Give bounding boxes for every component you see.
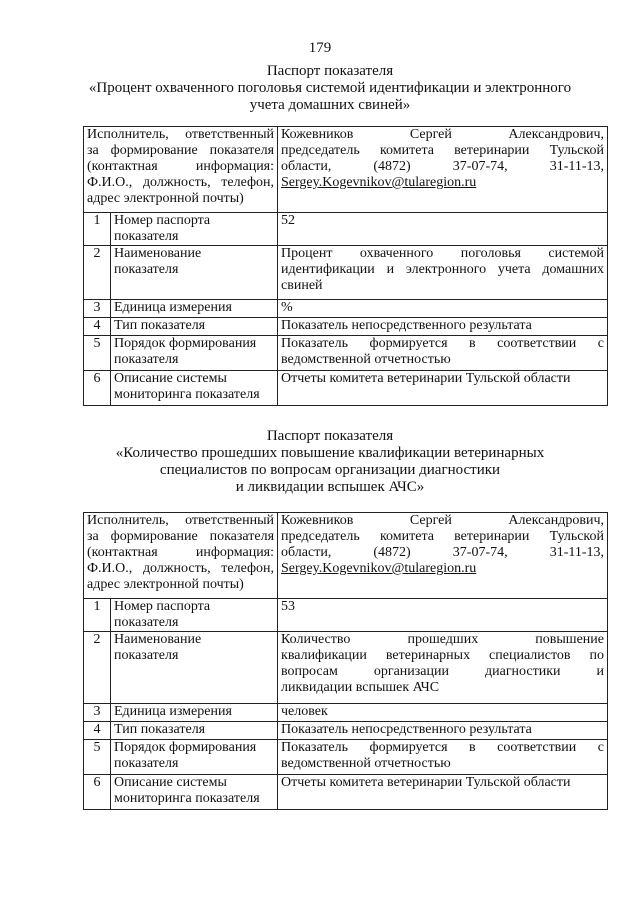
- row-value-line: Количество прошедших повышение: [281, 632, 605, 647]
- executor-label-line: (контактная информация:: [87, 545, 275, 560]
- row-value: [278, 599, 608, 632]
- row-value-line: Показатель формируется в соответствии с: [281, 740, 605, 755]
- row-label-line: показателя: [114, 229, 179, 244]
- row-label: [111, 599, 278, 632]
- row-label: [111, 300, 278, 318]
- row-number: 4: [84, 722, 111, 740]
- row-value: [278, 213, 608, 246]
- row-number: 2: [84, 246, 111, 300]
- executor-value-line: председатель комитета ветеринарии Тульской: [281, 529, 605, 544]
- table-row: [84, 127, 608, 213]
- executor-label-line: Исполнитель, ответственный: [87, 513, 275, 528]
- row-value: [278, 246, 608, 300]
- row-number: 4: [84, 318, 111, 336]
- row-label-line: Порядок формирования: [114, 336, 257, 351]
- row-label-line: Тип показателя: [114, 318, 206, 333]
- row-number: 5: [84, 740, 111, 775]
- row-label: [111, 246, 278, 300]
- row-value: [278, 740, 608, 775]
- passport-table-1: [83, 126, 608, 406]
- row-value-line: Показатель формируется в соответствии с: [281, 336, 605, 351]
- row-value: [278, 300, 608, 318]
- table-row: [84, 371, 608, 406]
- row-value: [278, 775, 608, 810]
- executor-label-cell: [84, 127, 278, 213]
- row-label-line: Единица измерения: [114, 704, 232, 719]
- executor-label-line: за формирование показателя: [87, 529, 275, 544]
- row-number: 3: [84, 300, 111, 318]
- row-value-line: ведомственной отчетностью: [281, 352, 451, 367]
- row-label-line: Описание системы: [114, 371, 227, 386]
- heading-line: «Процент охваченного поголовья системой идентификации и электронного: [88, 80, 572, 96]
- heading-line: учета домашних свиней»: [249, 97, 411, 113]
- row-value-line: идентификации и электронного учета домашних: [281, 262, 605, 277]
- passport-table-2: [83, 512, 608, 810]
- row-value: [278, 318, 608, 336]
- table-row: [84, 775, 608, 810]
- row-value-line: 52: [281, 213, 296, 228]
- executor-label-line: (контактная информация:: [87, 159, 275, 174]
- row-label-line: Наименование: [114, 246, 202, 261]
- executor-value-line: области, (4872) 37-07-74, 31-11-13,: [281, 545, 605, 560]
- executor-value-line: Кожевников Сергей Александрович,: [281, 513, 605, 528]
- table-row: [84, 513, 608, 599]
- row-number: 3: [84, 704, 111, 722]
- executor-label-line: адрес электронной почты): [87, 577, 244, 592]
- row-label-line: показателя: [114, 352, 179, 367]
- table-row: [84, 336, 608, 371]
- passport-heading-1: [60, 63, 600, 114]
- row-number: 1: [84, 213, 111, 246]
- row-label-line: Единица измерения: [114, 300, 232, 315]
- row-label: [111, 213, 278, 246]
- row-value: [278, 704, 608, 722]
- row-label-line: показателя: [114, 262, 179, 277]
- row-label: [111, 371, 278, 406]
- row-number: 2: [84, 632, 111, 704]
- row-value-line: Показатель непосредственного результата: [281, 722, 532, 737]
- heading-line: Паспорт показателя: [266, 63, 394, 79]
- table-row: [84, 632, 608, 704]
- heading-line: и ликвидации вспышек АЧС»: [235, 479, 425, 495]
- table-row: [84, 213, 608, 246]
- row-value: [278, 722, 608, 740]
- executor-label-line: Ф.И.О., должность, телефон,: [87, 175, 275, 190]
- row-value-line: свиней: [281, 278, 323, 293]
- executor-email: Sergey.Kogevnikov@tularegion.ru: [281, 561, 477, 576]
- table-row: [84, 599, 608, 632]
- executor-value-line: председатель комитета ветеринарии Тульской: [281, 143, 605, 158]
- row-value-line: человек: [281, 704, 328, 719]
- row-number: 5: [84, 336, 111, 371]
- table-row: [84, 318, 608, 336]
- row-number: 1: [84, 599, 111, 632]
- row-value: [278, 336, 608, 371]
- row-value: [278, 371, 608, 406]
- row-value-line: Показатель непосредственного результата: [281, 318, 532, 333]
- executor-label-line: Ф.И.О., должность, телефон,: [87, 561, 275, 576]
- table-row: [84, 740, 608, 775]
- row-label: [111, 722, 278, 740]
- row-value-line: Отчеты комитета ветеринарии Тульской области: [281, 775, 571, 790]
- row-label-line: мониторинга показателя: [114, 387, 260, 402]
- executor-value-line: Кожевников Сергей Александрович,: [281, 127, 605, 142]
- row-label: [111, 336, 278, 371]
- executor-label-line: адрес электронной почты): [87, 191, 244, 206]
- table-row: [84, 300, 608, 318]
- executor-value-cell: [278, 513, 608, 599]
- row-label: [111, 740, 278, 775]
- row-label-line: Наименование: [114, 632, 202, 647]
- executor-label-cell: [84, 513, 278, 599]
- row-label: [111, 775, 278, 810]
- row-label-line: Номер паспорта: [114, 599, 211, 614]
- row-value-line: 53: [281, 599, 296, 614]
- row-label: [111, 704, 278, 722]
- executor-label-line: Исполнитель, ответственный: [87, 127, 275, 142]
- row-label-line: показателя: [114, 648, 179, 663]
- passport-heading-2: [60, 428, 600, 496]
- table-row: [84, 246, 608, 300]
- row-value-line: ликвидации вспышек АЧС: [281, 680, 440, 695]
- row-label-line: Тип показателя: [114, 722, 206, 737]
- row-label: [111, 318, 278, 336]
- row-value-line: вопросам организации диагностики и: [281, 664, 605, 679]
- heading-line: «Количество прошедших повышение квалификации ветеринарных: [115, 445, 545, 461]
- row-label-line: Описание системы: [114, 775, 227, 790]
- row-label: [111, 632, 278, 704]
- row-label-line: Номер паспорта: [114, 213, 211, 228]
- row-label-line: показателя: [114, 615, 179, 630]
- executor-email: Sergey.Kogevnikov@tularegion.ru: [281, 175, 477, 190]
- page-number: 179: [308, 40, 332, 56]
- table-row: [84, 704, 608, 722]
- executor-value-cell: [278, 127, 608, 213]
- row-value: [278, 632, 608, 704]
- row-number: 6: [84, 775, 111, 810]
- row-number: 6: [84, 371, 111, 406]
- row-value-line: Процент охваченного поголовья системой: [281, 246, 605, 261]
- executor-label-line: за формирование показателя: [87, 143, 275, 158]
- row-label-line: Порядок формирования: [114, 740, 257, 755]
- heading-line: Паспорт показателя: [266, 428, 394, 444]
- row-value-line: ведомственной отчетностью: [281, 756, 451, 771]
- table-row: [84, 722, 608, 740]
- row-label-line: мониторинга показателя: [114, 791, 260, 806]
- row-value-line: %: [281, 300, 293, 315]
- row-value-line: квалификации ветеринарных специалистов по: [281, 648, 605, 663]
- row-label-line: показателя: [114, 756, 179, 771]
- heading-line: специалистов по вопросам организации диагностики: [159, 462, 501, 478]
- row-value-line: Отчеты комитета ветеринарии Тульской области: [281, 371, 571, 386]
- executor-value-line: области, (4872) 37-07-74, 31-11-13,: [281, 159, 605, 174]
